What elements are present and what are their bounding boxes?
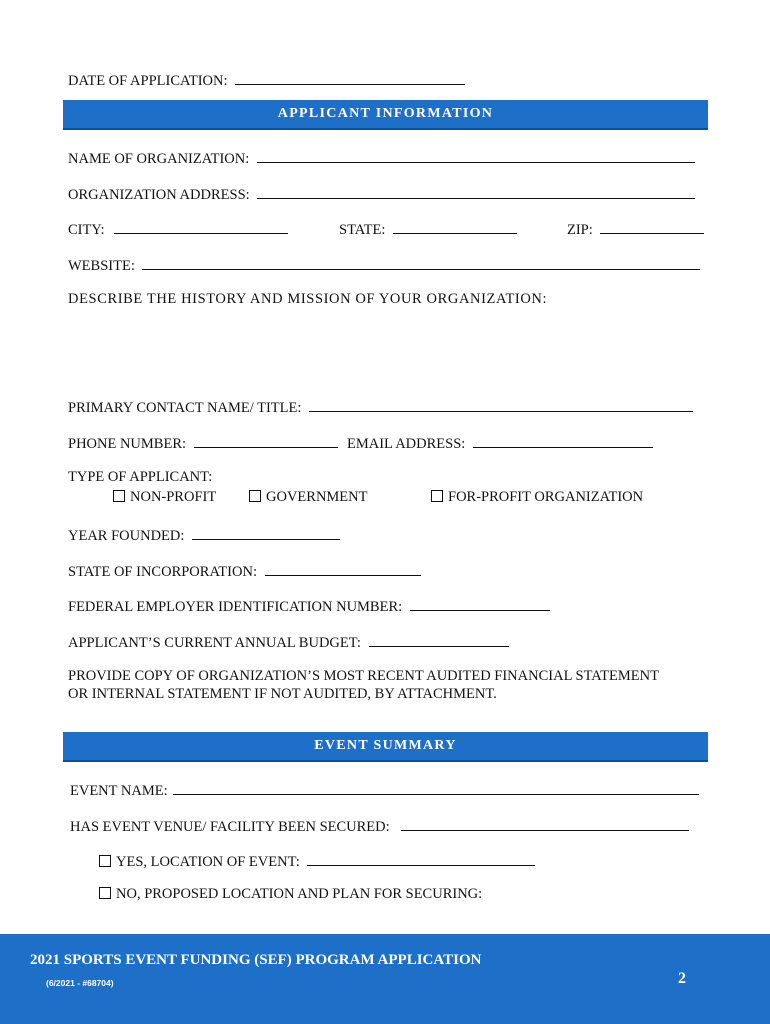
checkbox-icon[interactable] — [113, 490, 125, 502]
venue-yes-label: YES, LOCATION OF EVENT: — [116, 854, 300, 870]
annual-budget-row — [68, 632, 509, 652]
venue-location-field[interactable] — [307, 851, 535, 866]
state-row — [339, 219, 517, 239]
checkbox-icon[interactable] — [431, 490, 443, 502]
primary-contact-field[interactable] — [309, 397, 693, 412]
date-field[interactable] — [235, 70, 465, 85]
venue-no-label: NO, PROPOSED LOCATION AND PLAN FOR SECURING: — [116, 886, 483, 902]
page-number: 2 — [678, 970, 686, 987]
website-field[interactable] — [142, 255, 700, 270]
applicant-information-banner: APPLICANT INFORMATION — [63, 100, 708, 130]
email-label: EMAIL ADDRESS: — [347, 436, 466, 452]
option-non-profit[interactable] — [113, 489, 216, 506]
footer-form-code: (6/2021 - #68704) — [46, 978, 114, 988]
option-for-profit[interactable] — [431, 489, 643, 506]
date-label: DATE OF APPLICATION: — [68, 73, 228, 89]
org-name-field[interactable] — [257, 148, 695, 163]
state-field[interactable] — [393, 219, 517, 234]
event-name-field[interactable] — [173, 780, 699, 795]
option-label: FOR-PROFIT ORGANIZATION — [448, 489, 644, 505]
year-founded-field[interactable] — [192, 525, 340, 540]
date-of-application-row — [68, 70, 465, 90]
year-founded-row — [68, 525, 340, 545]
website-label: WEBSITE: — [68, 258, 135, 274]
venue-yes-row — [99, 851, 535, 871]
fein-label: FEDERAL EMPLOYER IDENTIFICATION NUMBER: — [68, 599, 403, 615]
history-mission-answer-area[interactable] — [68, 312, 702, 392]
option-government[interactable] — [249, 489, 368, 506]
primary-contact-row — [68, 397, 693, 417]
checkbox-icon[interactable] — [99, 887, 111, 899]
venue-secured-label: HAS EVENT VENUE/ FACILITY BEEN SECURED: — [70, 819, 390, 835]
phone-label: PHONE NUMBER: — [68, 436, 187, 452]
option-label: GOVERNMENT — [266, 489, 368, 505]
checkbox-icon[interactable] — [99, 855, 111, 867]
state-of-incorporation-row — [68, 561, 421, 581]
event-name-label: EVENT NAME: — [70, 783, 168, 799]
email-field[interactable] — [473, 433, 653, 448]
footer-title: 2021 SPORTS EVENT FUNDING (SEF) PROGRAM APPLICATION — [30, 952, 482, 968]
primary-contact-label: PRIMARY CONTACT NAME/ TITLE: — [68, 400, 302, 416]
venue-no-row — [99, 886, 482, 903]
audit-instruction-line-1: PROVIDE COPY OF ORGANIZATION’S MOST RECENT AUDITED FINANCIAL STATEMENT — [68, 668, 659, 684]
audit-instruction-line-2: OR INTERNAL STATEMENT IF NOT AUDITED, BY ATTACHMENT. — [68, 686, 497, 702]
city-label: CITY: — [68, 222, 105, 238]
venue-secured-row — [70, 816, 689, 836]
option-label: NON-PROFIT — [130, 489, 217, 505]
fein-row — [68, 596, 550, 616]
city-field[interactable] — [114, 219, 288, 234]
org-address-row — [68, 184, 695, 204]
checkbox-icon[interactable] — [249, 490, 261, 502]
state-label: STATE: — [339, 222, 386, 238]
org-address-field[interactable] — [257, 184, 695, 199]
type-of-applicant-label: TYPE OF APPLICANT: — [68, 469, 213, 485]
org-address-label: ORGANIZATION ADDRESS: — [68, 187, 250, 203]
budget-field[interactable] — [369, 632, 509, 647]
incorporation-label: STATE OF INCORPORATION: — [68, 564, 257, 580]
org-name-label: NAME OF ORGANIZATION: — [68, 151, 250, 167]
zip-row — [567, 219, 704, 239]
incorporation-field[interactable] — [265, 561, 421, 576]
website-row — [68, 255, 700, 275]
org-name-row — [68, 148, 695, 168]
zip-label: ZIP: — [567, 222, 593, 238]
phone-row — [68, 433, 338, 453]
event-name-row — [70, 780, 699, 800]
page-footer — [0, 934, 770, 1024]
zip-field[interactable] — [600, 219, 704, 234]
venue-secured-field[interactable] — [401, 816, 689, 831]
phone-field[interactable] — [194, 433, 338, 448]
email-row — [347, 433, 653, 453]
event-summary-banner: EVENT SUMMARY — [63, 732, 708, 762]
city-row — [68, 219, 288, 239]
budget-label: APPLICANT’S CURRENT ANNUAL BUDGET: — [68, 635, 361, 651]
year-founded-label: YEAR FOUNDED: — [68, 528, 185, 544]
fein-field[interactable] — [410, 596, 550, 611]
history-mission-prompt: DESCRIBE THE HISTORY AND MISSION OF YOUR ORGANIZATION: — [68, 291, 548, 307]
